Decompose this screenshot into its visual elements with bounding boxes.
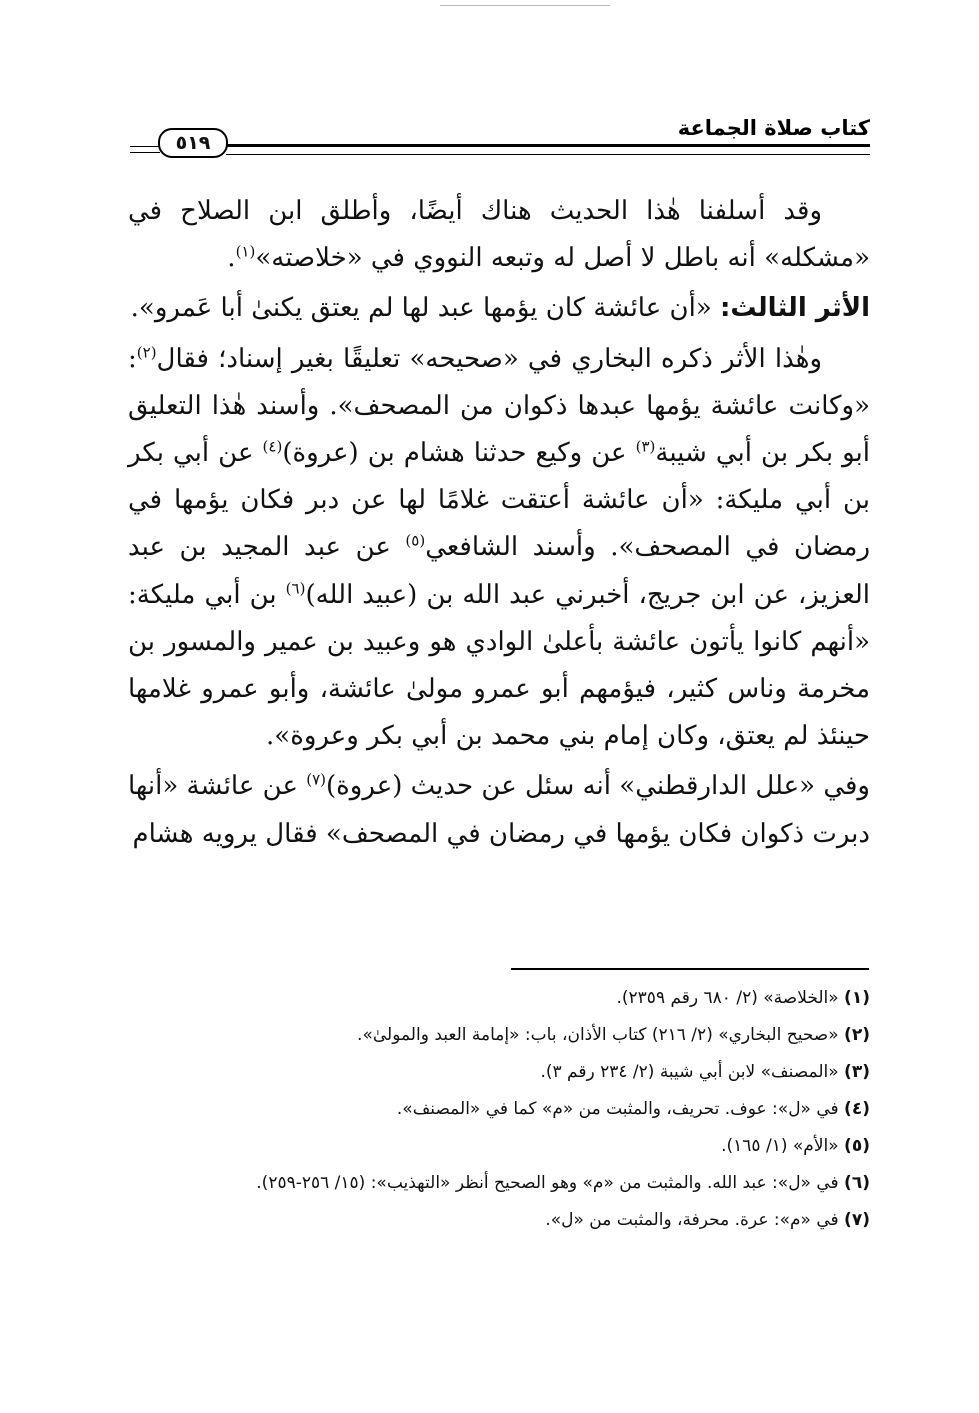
text-run: وفي «علل الدارقطني» أنه سئل عن حديث (عروة) [326,771,870,802]
text-run: عن عائشة «أنها دبرت ذكوان فكان يؤمها في رمضان في المصحف» فقال يرويه هشام [128,771,870,849]
text-run: وقد أسلفنا هٰذا الحديث هناك أيضًا، وأطلق ابن الصلاح في «مشكله» أنه باطل لا أصل له وتبعه النووي في «خلاصته» [128,196,870,274]
footnote-text: «صحيح البخاري» (٢/ ٢١٦) كتاب الأذان، باب: «إمامة العبد والمولىٰ». [357,1025,845,1045]
footnote-number: (١) [844,988,870,1008]
page-number: ٥١٩ [158,128,228,158]
footnote-item [128,1054,870,1091]
footnote-ref-7: (٧) [306,770,327,789]
footnote-item [128,1202,870,1239]
paragraph-2 [128,285,870,332]
header-rule-tail [130,146,160,153]
footnote-text: «المصنف» لابن أبي شيبة (٢/ ٢٣٤ رقم ٣). [540,1062,845,1082]
footnote-text: في «ل»: عوف. تحريف، والمثبت من «م» كما في «المصنف». [396,1099,845,1119]
header-double-rule [226,144,870,155]
text-run: وهٰذا الأثر ذكره البخاري في «صحيحه» تعليقًا بغير إسناد؛ فقال [156,343,822,374]
footnote-number: (٦) [844,1173,870,1193]
footnote-ref-3: (٣) [635,437,656,456]
top-edge-rule [440,5,610,6]
page-header [130,112,870,152]
main-text [128,188,870,858]
footnote-number: (٢) [844,1025,870,1045]
footnote-ref-1: (١) [235,242,256,261]
text-run: : «وكانت عائشة يؤمها عبدها ذكوان من المصحف». وأسند هٰذا التعليق أبو بكر بن أبي شيبة [128,343,871,469]
paragraph-3 [128,336,870,761]
footnote-text: «الأم» (١/ ١٦٥). [721,1136,845,1156]
footnote-text: في «م»: عرة. محرفة، والمثبت من «ل». [545,1210,845,1230]
footnote-item [128,1017,870,1054]
footnote-item [128,1091,870,1128]
footnote-item [128,980,870,1017]
footnote-ref-4: (٤) [262,437,283,456]
paragraph-4 [128,763,870,857]
athar-label: الأثر الثالث: [720,293,870,324]
text-run: «أن عائشة كان يؤمها عبد لها لم يعتق يكنىٰ أبا عَمرو». [130,293,720,324]
footnote-text: في «ل»: عبد الله. والمثبت من «م» وهو الصحيح أنظر «التهذيب»: (١٥/ ٢٥٦-٢٥٩). [256,1173,845,1193]
footnote-number: (٣) [844,1062,870,1082]
footnote-ref-2: (٢) [136,342,157,361]
footnote-item [128,1165,870,1202]
text-run: . [227,243,236,274]
footnote-ref-6: (٦) [285,578,306,597]
footnote-number: (٥) [844,1136,870,1156]
text-run: بن أبي مليكة: «أنهم كانوا يأتون عائشة بأعلىٰ الوادي هو وعبيد بن عمير والمسور بن مخرمة وناس كثير، فيؤمهم أبو عمرو مولىٰ عائشة، وأبو عمرو غلامها حينئذ لم يعتق، وكان إمام بني محمد بن أبي بكر وعروة». [128,579,870,752]
text-run: عن عبد المجيد بن عبد العزيز، عن ابن جريج، أخبرني عبد الله بن (عبيد الله) [128,532,871,610]
footnote-separator [511,968,869,970]
footnote-item [128,1128,870,1165]
text-run: عن أبي بكر بن أبي مليكة: «أن عائشة أعتقت غلامًا لها عن دبر فكان يؤمها في رمضان في المصحف». وأسند الشافعي [128,438,870,563]
paragraph-1 [128,188,870,282]
footnote-number: (٤) [844,1099,870,1119]
book-section-title: كتاب صلاة الجماعة [677,116,870,140]
footnote-ref-5: (٥) [405,531,426,550]
footnote-number: (٧) [844,1210,870,1230]
footnote-text: «الخلاصة» (٢/ ٦٨٠ رقم ٢٣٥٩). [616,988,845,1008]
text-run: عن وكيع حدثنا هشام بن (عروة) [282,438,636,469]
footnotes [128,980,870,1239]
